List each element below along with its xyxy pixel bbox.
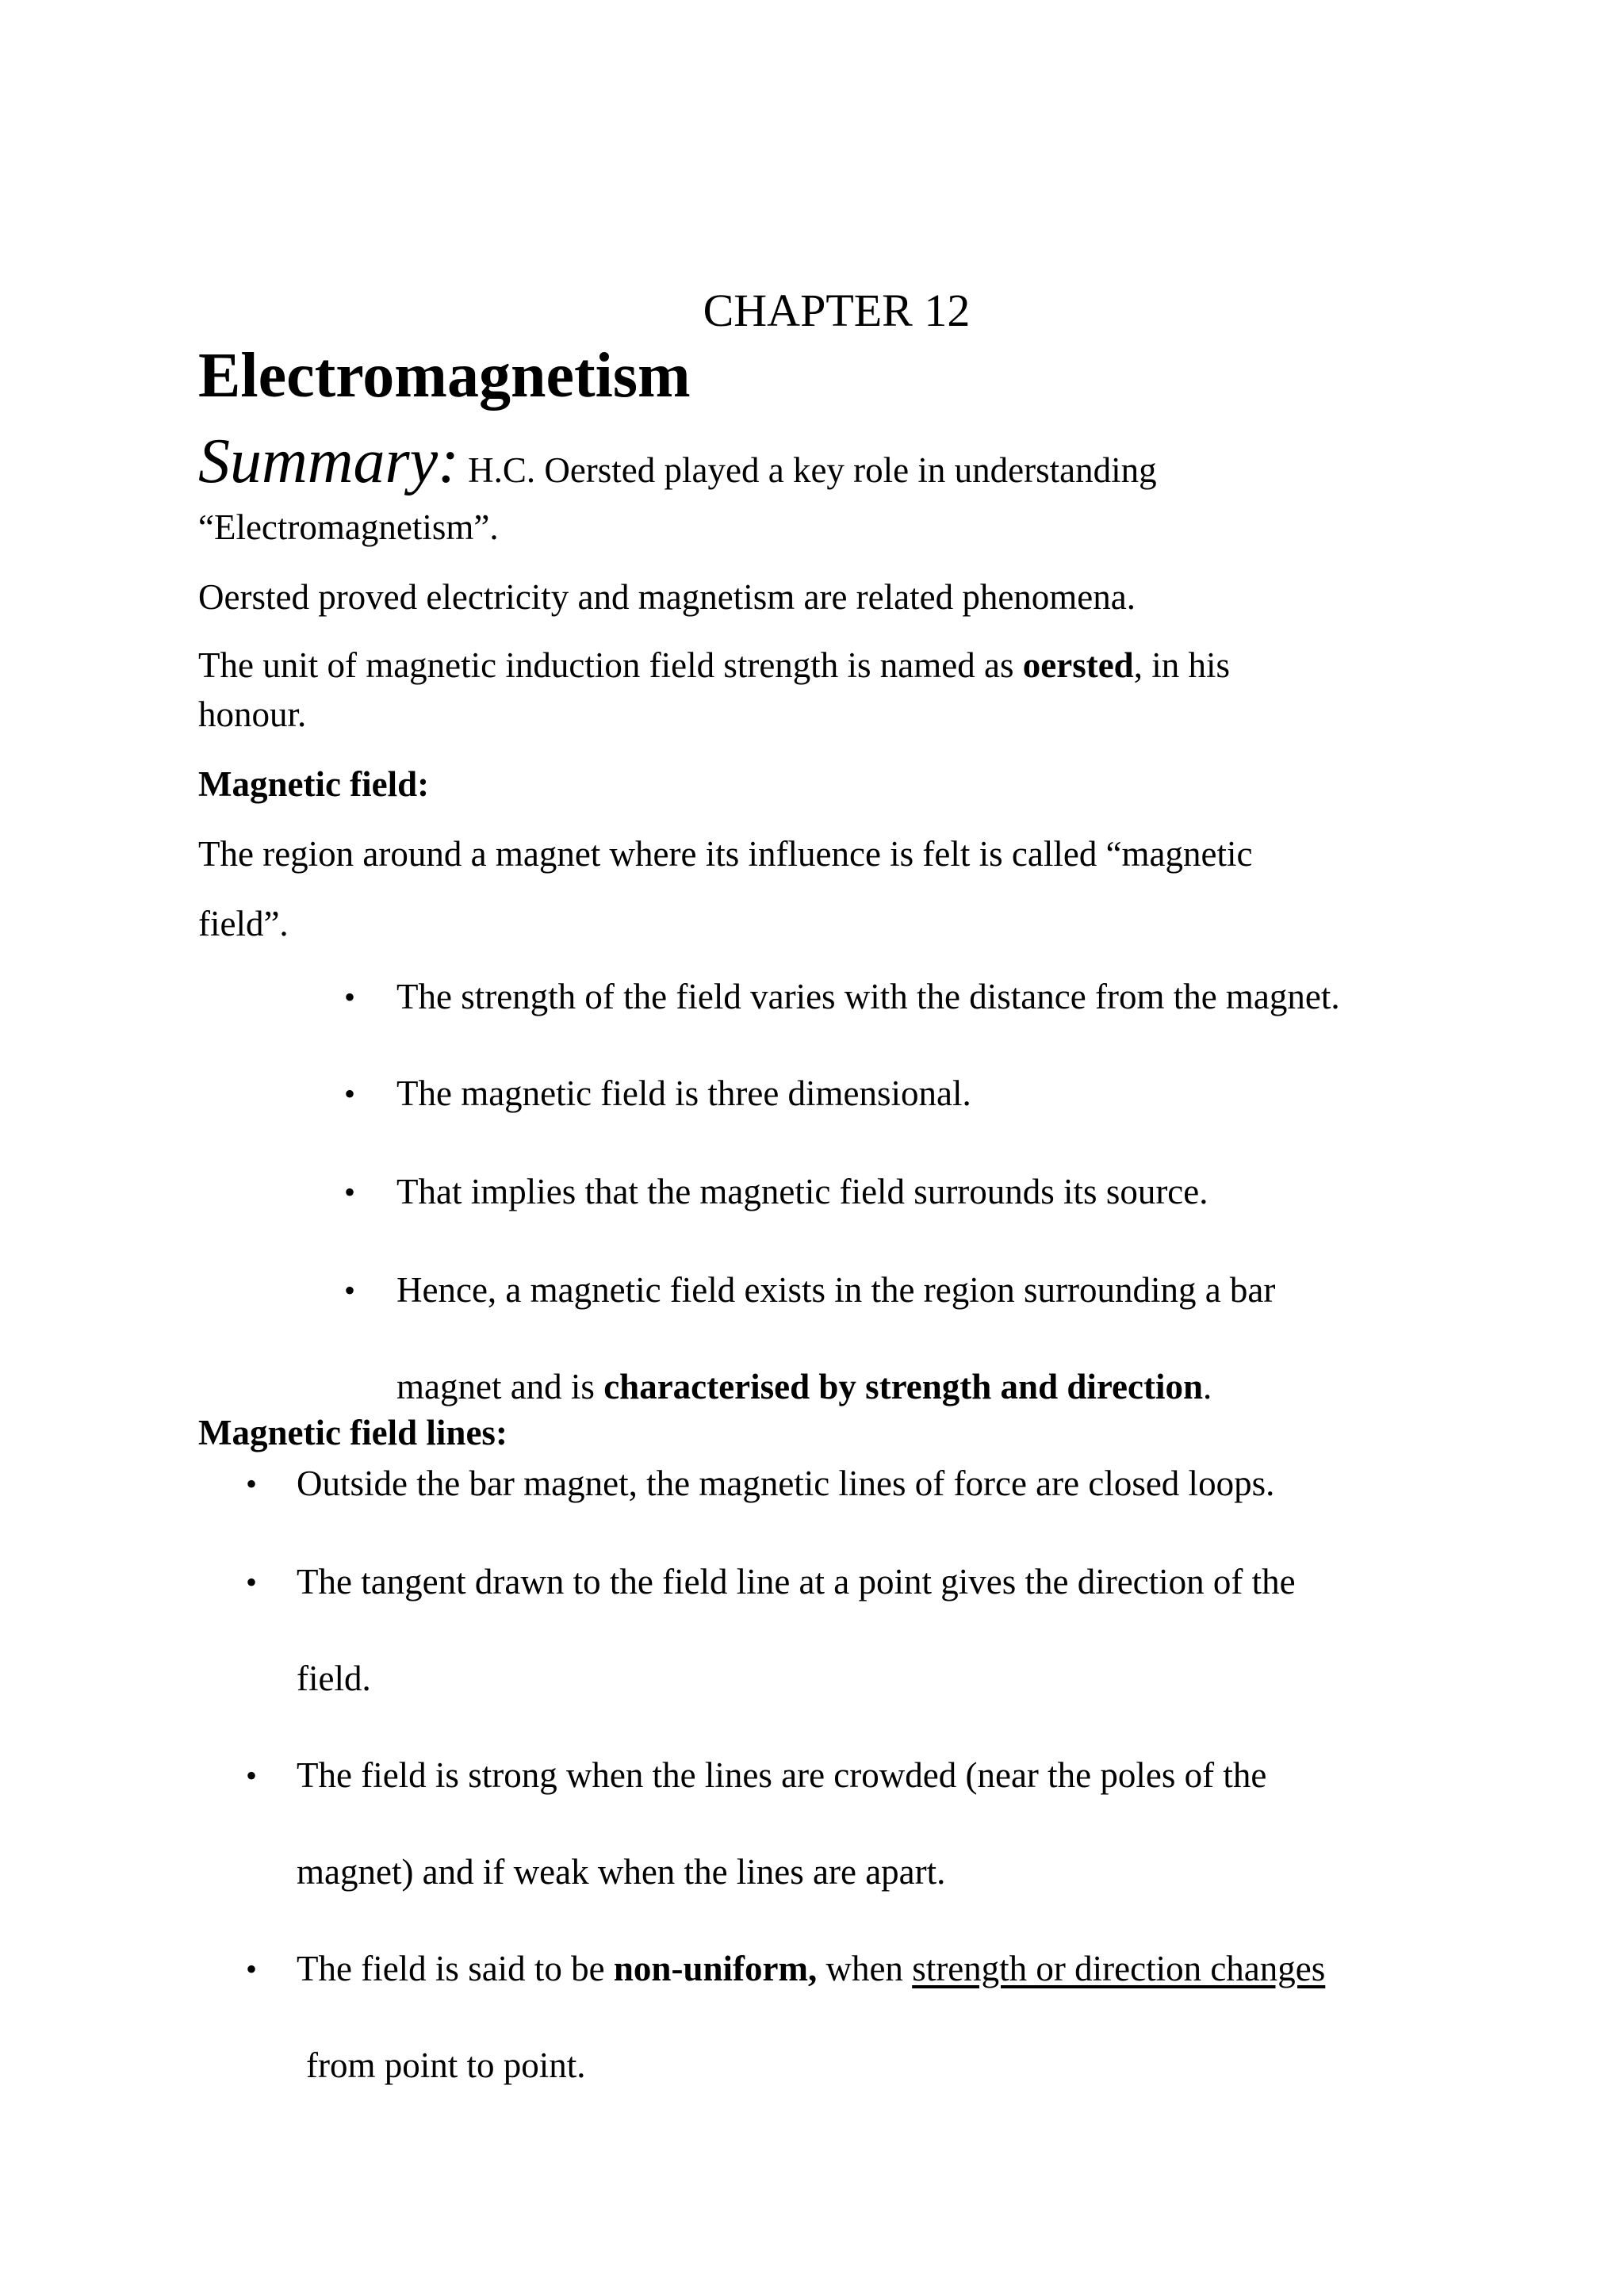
field-lines-bullet-1: Outside the bar magnet, the magnetic lines of force are closed loops. [297,1464,1275,1503]
strength-direction-phrase: strength or direction changes [912,1949,1326,1988]
bullet-icon: • [344,1076,356,1112]
chapter-label: CHAPTER 12 [703,285,971,336]
field-lines-heading: Magnetic field lines: [198,1413,508,1452]
bullet-icon: • [246,1758,258,1793]
summary-text-line1: H.C. Oersted played a key role in understanding [468,450,1157,490]
field-lines-bullet-4-line1 [297,1949,1325,1990]
bullet-icon: • [344,979,356,1015]
field-lines-bullet-2-line1: The tangent drawn to the field line at a point gives the direction of the [297,1562,1296,1601]
summary-label: Summary: [198,427,459,496]
bullet-icon: • [344,1174,356,1210]
bullet-icon: • [246,1951,258,1987]
summary-line [198,427,1157,496]
intro-paragraph-1: Oersted proved electricity and magnetism are related phenomena. [198,577,1136,617]
field-lines-bullet-4-line2: from point to point. [306,2045,586,2085]
bullet-4-text: magnet and is [396,1367,604,1406]
bullet-4-lead: The field is said to be [297,1949,614,1988]
bullet-icon: • [246,1564,258,1600]
bullet-icon: • [344,1272,356,1308]
non-uniform-term: non-uniform, [613,1949,818,1988]
field-lines-bullet-2-line2: field. [297,1659,371,1698]
field-bullet-4-line1: Hence, a magnetic field exists in the region surrounding a bar [396,1270,1276,1310]
magnetic-field-heading: Magnetic field: [198,764,430,804]
bullet-4-period: . [1203,1367,1212,1406]
field-bullet-2: The magnetic field is three dimensional. [396,1073,971,1113]
field-lines-bullet-3-line2: magnet) and if weak when the lines are apart. [297,1852,946,1892]
intro-p2-text: The unit of magnetic induction field strength is named as [198,645,1023,685]
bullet-4-when: when [817,1949,913,1988]
magnetic-field-definition-line2: field”. [198,904,289,943]
intro-p2-text-after: , in his [1133,645,1230,685]
bullet-icon: • [246,1466,258,1502]
chapter-title: Electromagnetism [198,341,691,411]
intro-paragraph-2-line1 [198,645,1230,687]
summary-text-line2: “Electromagnetism”. [198,507,499,547]
magnetic-field-definition-line1: The region around a magnet where its influence is felt is called “magnetic [198,834,1253,874]
characterised-term: characterised by strength and direction [603,1367,1203,1406]
field-bullet-1: The strength of the field varies with the distance from the magnet. [396,977,1340,1016]
oersted-term: oersted [1022,645,1134,685]
intro-paragraph-2-line2: honour. [198,695,307,734]
field-bullet-3: That implies that the magnetic field surrounds its source. [396,1172,1208,1211]
field-bullet-4-line2 [396,1367,1212,1408]
field-lines-bullet-3-line1: The field is strong when the lines are crowded (near the poles of the [297,1755,1267,1795]
